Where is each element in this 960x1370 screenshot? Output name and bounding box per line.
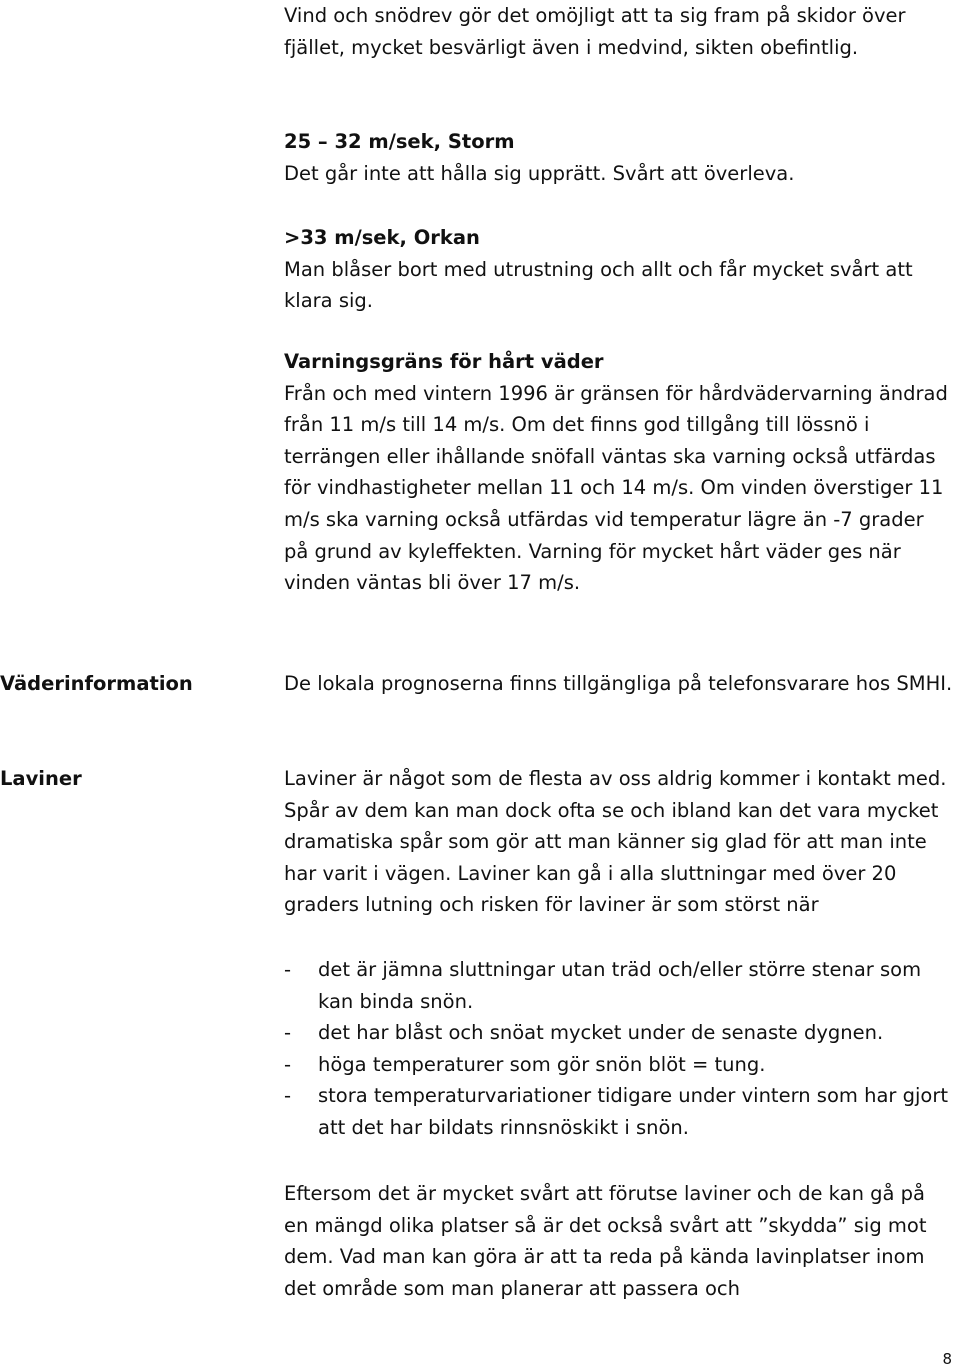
varning-heading: Varningsgräns för hårt väder [284, 350, 604, 373]
list-dash: - [284, 1084, 292, 1108]
list-item [284, 1080, 954, 1143]
laviner-label: Laviner [0, 767, 82, 790]
page-number: 8 [942, 1350, 952, 1368]
list-item [284, 1017, 954, 1049]
laviner-outro: Eftersom det är mycket svårt att förutse laviner och de kan gå på en mängd olika platser så är det också svårt att ”skydda” sig mot dem. Vad man kan göra är att ta reda på kända lavinplatser inom det område som man planerar att passera och [284, 1182, 927, 1300]
list-item-text: höga temperaturer som gör snön blöt = tung. [318, 1052, 766, 1076]
list-dash: - [284, 958, 292, 981]
laviner-risk-list [284, 954, 954, 1144]
list-item-text: stora temperaturvariationer tidigare under vintern som har gjort att det har bildats rinnsnöskikt i snön. [318, 1084, 949, 1139]
orkan-heading: >33 m/sek, Orkan [284, 226, 480, 249]
list-dash: - [284, 1021, 292, 1045]
list-item-text: det har blåst och snöat mycket under de senaste dygnen. [318, 1021, 884, 1045]
storm-text: Det går inte att hålla sig upprätt. Svårt att överleva. [284, 161, 795, 185]
list-item [284, 954, 954, 1017]
list-item [284, 1049, 954, 1081]
vaderinformation-label: Väderinformation [0, 672, 193, 695]
orkan-text: Man blåser bort med utrustning och allt och får mycket svårt att klara sig. [284, 257, 913, 313]
storm-heading: 25 – 32 m/sek, Storm [284, 130, 515, 153]
vaderinformation-text: De lokala prognoserna finns tillgängliga på telefonsvarare hos SMHI. [284, 672, 953, 695]
list-item-text: det är jämna sluttningar utan träd och/eller större stenar som kan binda snön. [318, 958, 922, 1013]
laviner-intro: Laviner är något som de flesta av oss aldrig kommer i kontakt med. Spår av dem kan man dock ofta se och ibland kan det vara mycket dramatiska spår som gör att man känner sig glad för att man inte har varit i vägen. Laviner kan gå i alla sluttningar med över 20 graders lutning och risken för laviner är som störst när [284, 767, 947, 917]
varning-text: Från och med vintern 1996 är gränsen för hårdvädervarning ändrad från 11 m/s till 14 m/s. Om det finns god tillgång till lössnö i terrängen eller ihållande snöfall väntas ska varning också utfärdas för vindhastigheter mellan 11 och 14 m/s. Om vinden överstiger 11 m/s ska varning också utfärdas vid temperatur lägre än -7 grader på grund av kyleffekten. Varning för mycket hårt väder ges när vinden väntas bli över 17 m/s. [284, 381, 948, 595]
wind-intro-paragraph: Vind och snödrev gör det omöjligt att ta sig fram på skidor över fjället, mycket besvärligt även i medvind, sikten obefintlig. [284, 4, 906, 59]
orkan-section [284, 222, 954, 317]
list-dash: - [284, 1052, 292, 1076]
varning-section [284, 346, 954, 599]
storm-section [284, 126, 954, 189]
